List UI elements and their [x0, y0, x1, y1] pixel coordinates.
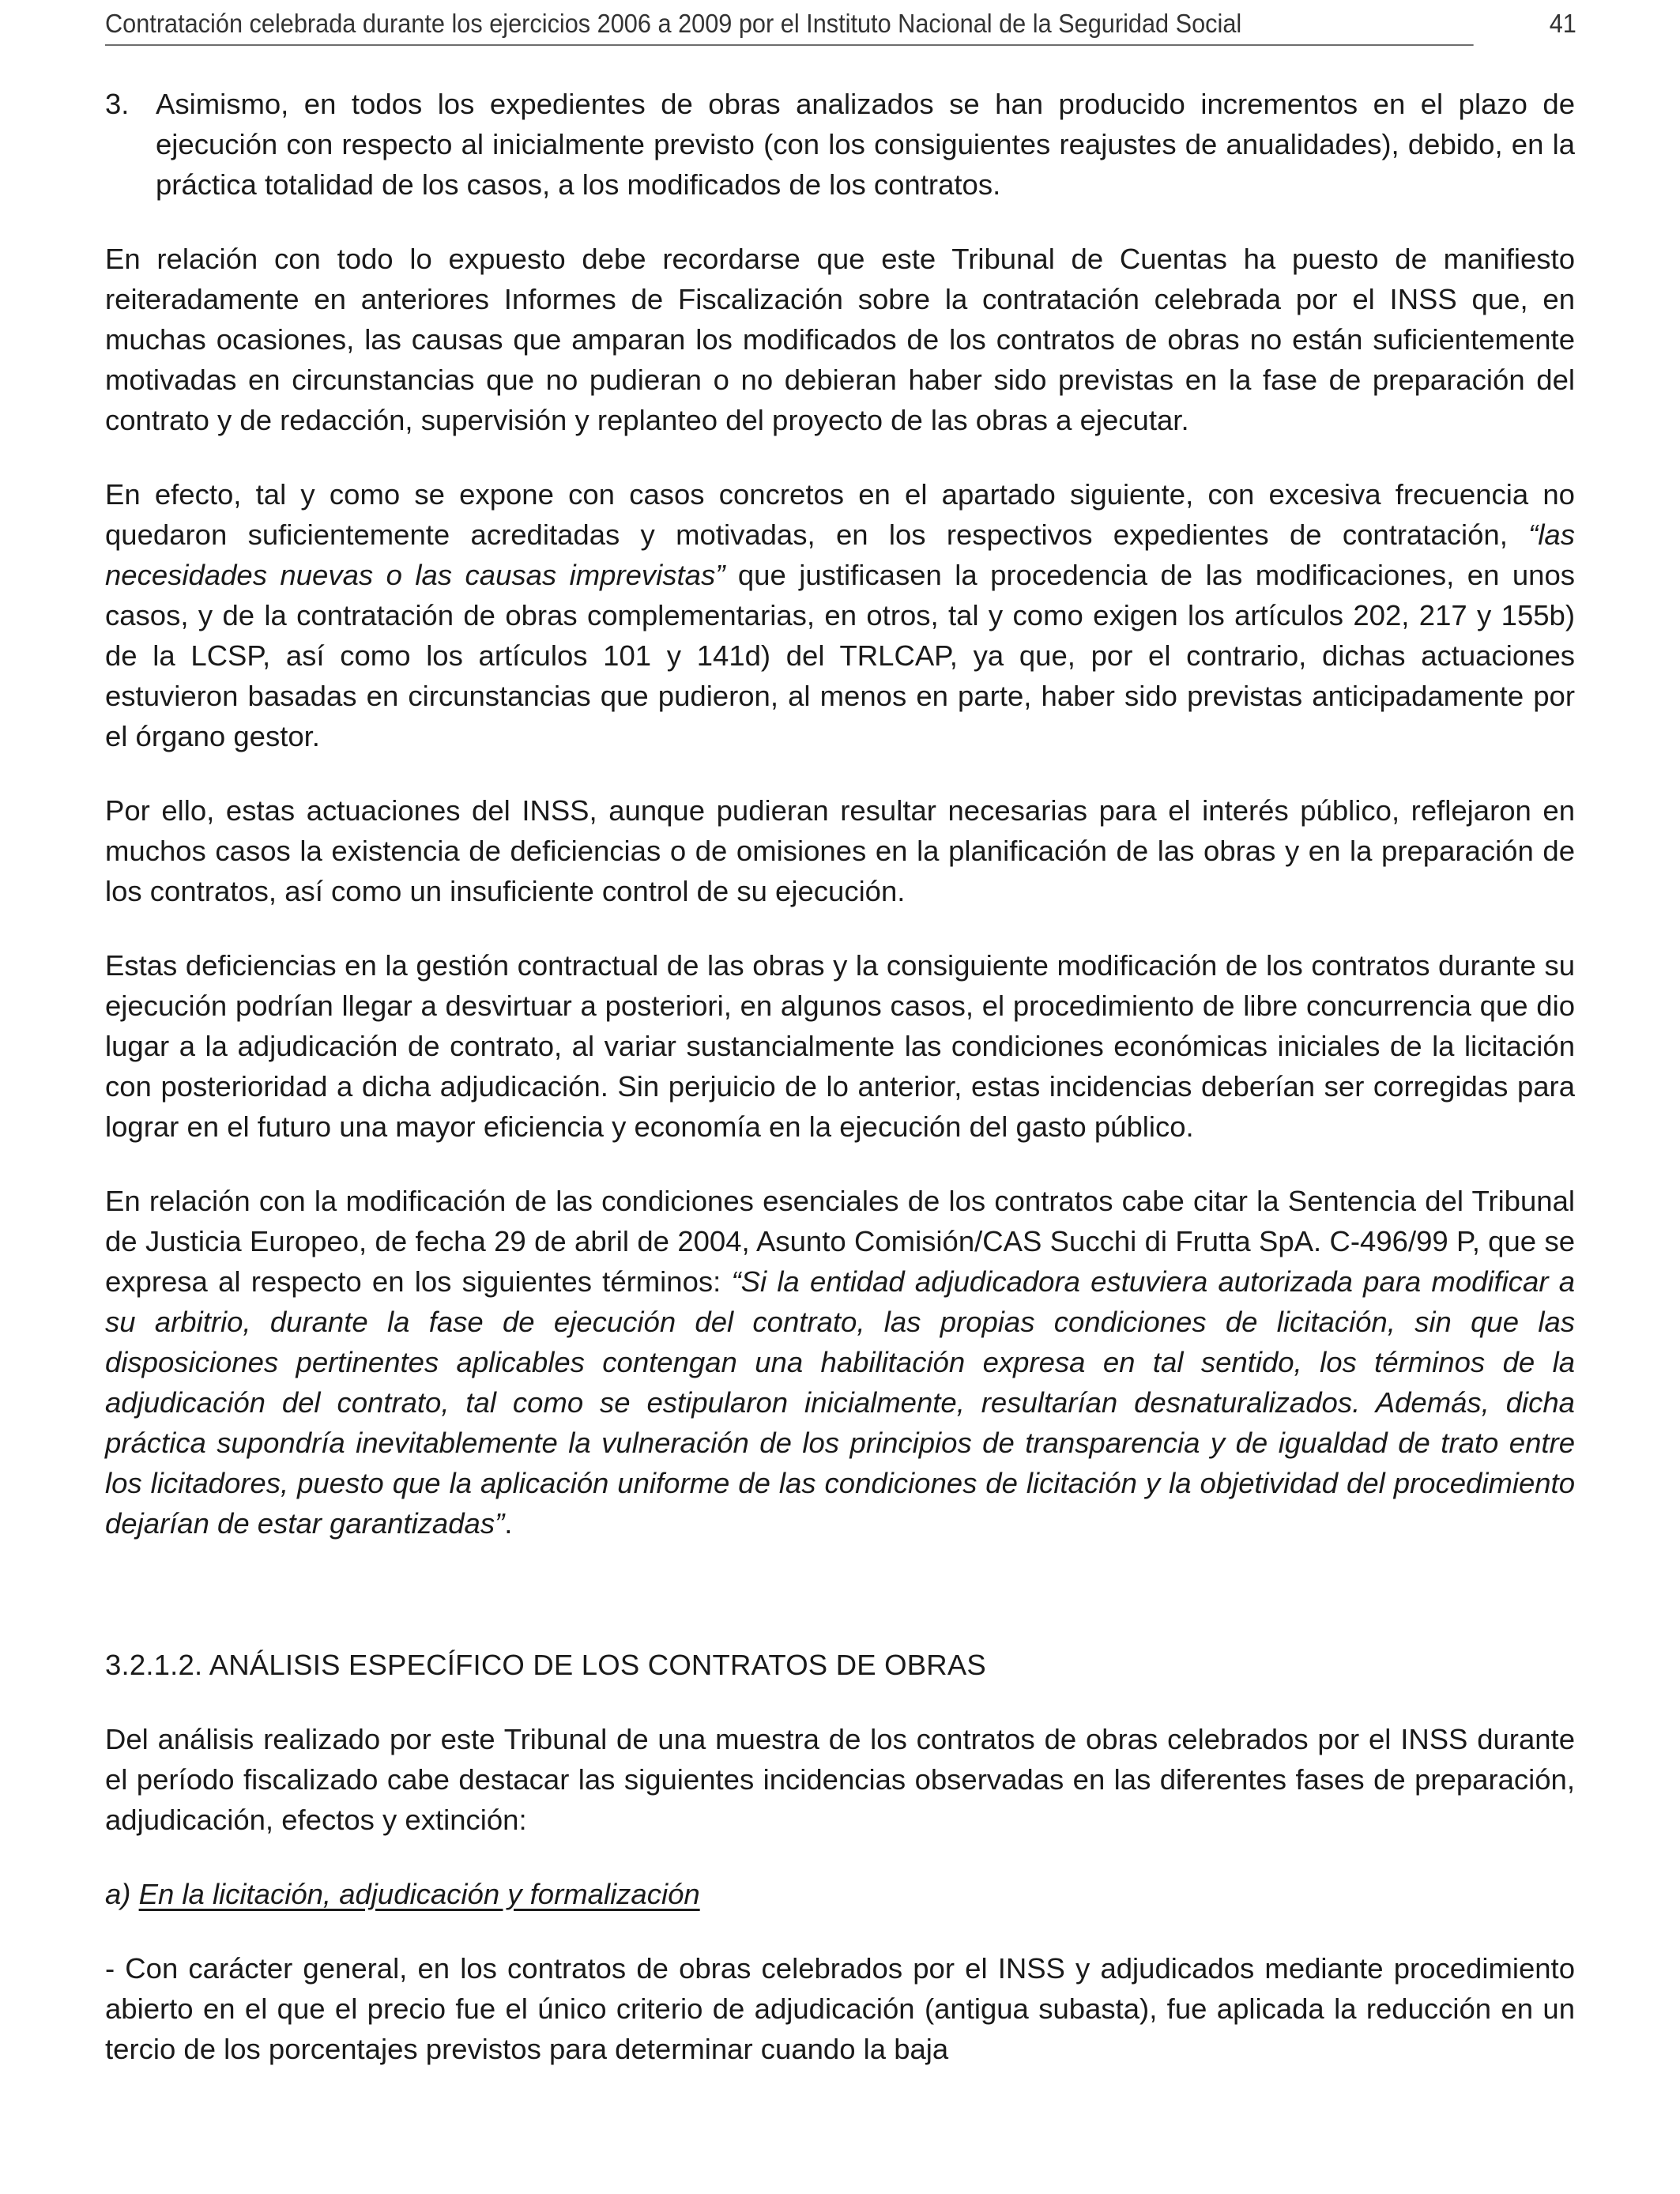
paragraph-sentencia: [105, 1181, 1575, 1544]
page-number: 41: [1549, 9, 1576, 38]
quoted-sentence: “Si la entidad adjudicadora estuviera autorizada para modificar a su arbitrio, durante la fase de ejecución del contrato, las propias condiciones de licitación, sin que las disposiciones pertinentes aplicables contengan una habilitación expresa en tal sentido, los términos de la adjudicación del contrato, tal como se estipularon inicialmente, resultarían desnaturalizados. Además, dicha práctica supondría inevitablemente la vulneración de los principios de transparencia y de igualdad de trato entre los licitadores, puesto que la aplicación uniforme de las condiciones de licitación y la objetividad del procedimiento dejarían de estar garantizadas”: [105, 1265, 1575, 1540]
item-number: 3.: [105, 88, 130, 120]
paragraph-text: que justificasen la procedencia de las modificaciones, en unos casos, y de la contratación de obras complementarias, en otros, tal y como exigen los artículos 202, 217 y 155b) de la LCSP, así como los artículos 101 y 141d) del TRLCAP, ya que, por el contrario, dichas actuaciones estuvieron basadas en circunstancias que pudieron, al menos en parte, haber sido previstas anticipadamente por el órgano gestor.: [105, 559, 1575, 752]
paragraph-caracter-general: - Con carácter general, en los contratos de obras celebrados por el INSS y adjudicados mediante procedimiento abierto en el que el precio fue el único criterio de adjudicación (antigua subasta), fue aplicada la reducción en un tercio de los porcentajes previstos para determinar cuando la baja: [105, 1952, 1575, 2065]
running-header: [105, 5, 1576, 46]
numbered-item-3: [105, 84, 1575, 205]
subsection-heading: [105, 1874, 1575, 1914]
paragraph-analisis: Del análisis realizado por este Tribunal de una muestra de los contratos de obras celebrados por el INSS durante el período fiscalizado cabe destacar las siguientes incidencias observadas en las diferentes fases de preparación, adjudicación, efectos y extinción:: [105, 1723, 1575, 1836]
quoted-text: “las necesidades nuevas o las causas imprevistas”: [105, 518, 1575, 591]
subsection-prefix: a): [105, 1878, 139, 1910]
paragraph-text: En efecto, tal y como se expone con casos concretos en el apartado siguiente, con excesiva frecuencia no quedaron suficientemente acreditadas y motivadas, en los respectivos expedientes de contratación,: [105, 478, 1575, 551]
document-body: [105, 84, 1575, 2069]
paragraph-por-ello: Por ello, estas actuaciones del INSS, aunque pudieran resultar necesarias para el interés público, reflejaron en muchos casos la existencia de deficiencias o de omisiones en la planificación de las obras y en la preparación de los contratos, así como un insuficiente control de su ejecución.: [105, 794, 1575, 907]
item-text: Asimismo, en todos los expedientes de obras analizados se han producido incrementos en el plazo de ejecución con respecto al inicialmente previsto (con los consiguientes reajustes de anualidades), debido, en la práctica totalidad de los casos, a los modificados de los contratos.: [156, 88, 1575, 201]
paragraph-tribunal-recordatorio: En relación con todo lo expuesto debe recordarse que este Tribunal de Cuentas ha puesto de manifiesto reiteradamente en anteriores Informes de Fiscalización sobre la contratación celebrada por el INSS que, en muchas ocasiones, las causas que amparan los modificados de los contratos de obras no están suficientemente motivadas en circunstancias que no pudieran o no debieran haber sido previstas en la fase de preparación del contrato y de redacción, supervisión y replanteo del proyecto de las obras a ejecutar.: [105, 243, 1575, 436]
header-title: Contratación celebrada durante los ejercicios 2006 a 2009 por el Instituto Nacional de la Seguridad Social: [105, 9, 1242, 38]
paragraph-en-efecto: [105, 474, 1575, 756]
paragraph-deficiencias: Estas deficiencias en la gestión contractual de las obras y la consiguiente modificación de los contratos durante su ejecución podrían llegar a desvirtuar a posteriori, en algunos casos, el procedimiento de libre concurrencia que dio lugar a la adjudicación de contrato, al variar sustancialmente las condiciones económicas iniciales de la licitación con posterioridad a dicha adjudicación. Sin perjuicio de lo anterior, estas incidencias deberían ser corregidas para lograr en el futuro una mayor eficiencia y economía en la ejecución del gasto público.: [105, 949, 1575, 1143]
section-heading: 3.2.1.2. ANÁLISIS ESPECÍFICO DE LOS CONTRATOS DE OBRAS: [105, 1649, 986, 1681]
paragraph-text: En relación con la modificación de las condiciones esenciales de los contratos cabe citar la Sentencia del Tribunal de Justicia Europeo, de fecha 29 de abril de 2004, Asunto Comisión/CAS Succhi di Frutta SpA. C-496/99 P, que se expresa al respecto en los siguientes términos:: [105, 1185, 1575, 1298]
paragraph-text: .: [504, 1507, 513, 1540]
subsection-title: En la licitación, adjudicación y formalización: [138, 1878, 700, 1910]
